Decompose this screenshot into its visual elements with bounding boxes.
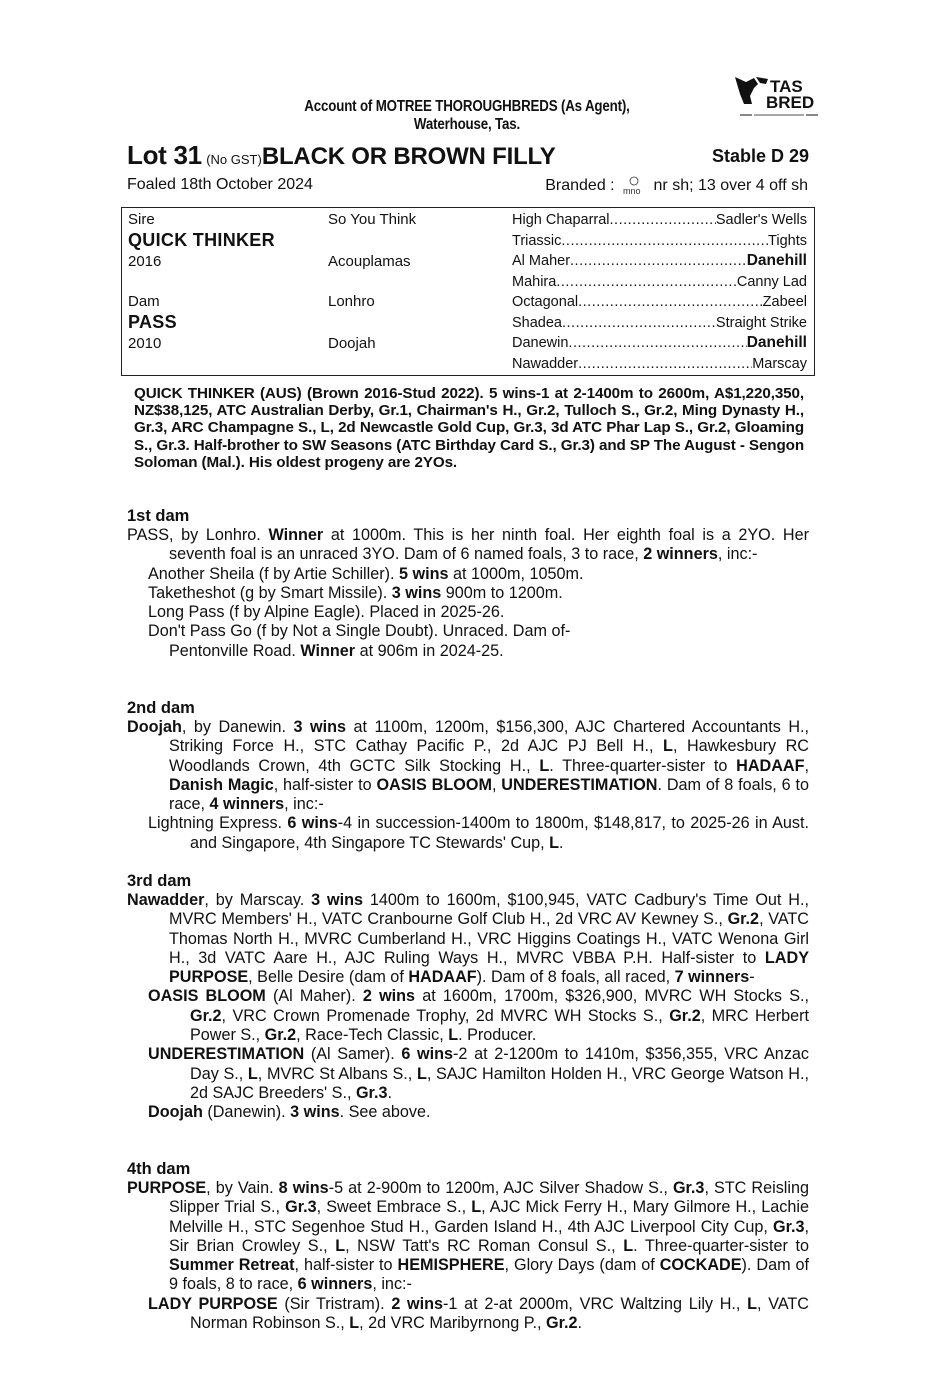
fourth-dam-section [127,1160,809,1333]
dam-paragraph: Nawadder, by Marscay. 3 wins 1400m to 1600m, $100,945, VATC Cadbury's Time Out H., MVRC Members' H., VATC Cranbourne Golf Club H., 2d VRC AV Kewney S., Gr.2, VATC Thomas North H., MVRC Cumberland H., VRC Higgins Coatings H., VATC Wenona Girl H., 3d VATC Aare H., AJC Ruling Ways H., MVRC VBBA P.H. Half-sister to LADY PURPOSE, Belle Desire (dam of HADAAF). Dam of 8 foals, all raced, 7 winners- [127,891,809,987]
foal-entry: UNDERESTIMATION (Al Samer). 6 wins-2 at 2-1200m to 1410m, $356,355, VRC Anzac Day S., L, MVRC St Albans S., L, SAJC Hamilton Holden H., VRC George Watson H., 2d SAJC Breeders' S., Gr.3. [148,1045,810,1102]
sire-label: Sire [128,211,155,228]
dam-sire: Lonhro [328,293,375,310]
gen3-row: Triassic ..... Tights [512,231,807,252]
dam-name: PASS [128,312,177,332]
tasbred-horse-icon [732,74,820,118]
third-dam-section [127,872,809,1123]
second-dam-section [127,699,809,853]
svg-text:mno: mno [623,186,641,196]
foal-entry: Don't Pass Go (f by Not a Single Doubt). Unraced. Dam of- [148,622,571,641]
gen3-row: Shadea ..... Straight Strike [512,313,807,334]
branded-detail: nr sh; 13 over 4 off sh [653,177,808,195]
dam-year: 2010 [128,335,162,352]
gen3-row: Al Maher ..... Danehill [512,251,807,272]
gen3-row: Octagonal ..... Zabeel [512,292,807,313]
foal-entry: Lightning Express. 6 wins-4 in succession-1400m to 1800m, $148,817, to 2025-26 in Aust. and Singapore, 4th Singapore TC Stewards' Cup, L. [148,814,809,852]
dam-dam: Doojah [328,335,376,352]
pedigree-table [121,207,815,376]
dam-paragraph: PASS, by Lonhro. Winner at 1000m. This is her ninth foal. Her eighth foal is a 2YO. Her seventh foal is an unraced 3YO. Dam of 6 named foals, 3 to race, 2 winners, inc:- [127,526,809,564]
tasbred-logo [732,74,820,118]
gen3-row: Danewin ..... Danehill [512,333,807,354]
stable-number: Stable D 29 [711,146,809,166]
grand-foal-entry: Pentonville Road. Winner at 906m in 2024-25. [169,641,504,660]
brand-mark-icon [621,176,647,196]
section-heading: 4th dam [127,1160,191,1178]
gen3-row: Nawadder ..... Marscay [512,354,807,375]
branded-info [545,176,808,196]
svg-text:TAS: TAS [770,77,803,96]
sire-name: QUICK THINKER [128,230,275,250]
sire-summary: QUICK THINKER (AUS) (Brown 2016-Stud 2022). 5 wins-1 at 2-1400m to 2600m, A$1,220,350, NZ$38,125, ATC Australian Derby, Gr.1, Chairman's H., Gr.2, Tulloch S., Gr.2, Ming Dynasty H., Gr.3, ARC Champagne S., L, 2d Newcastle Gold Cup, Gr.3, 3d ATC Phar Lap S., Gr.2, Gloaming S., Gr.3. Half-brother to SW Seasons (ATC Birthday Card S., Gr.3) and SP The August - Sengon Soloman (Mal.). His oldest progeny are 2YOs. [134,385,804,471]
dam-paragraph: Doojah, by Danewin. 3 wins at 1100m, 1200m, $156,300, AJC Chartered Accountants H., Striking Force H., STC Cathay Pacific P., 2d AJC PJ Bell H., L, Hawkesbury RC Woodlands Crown, 4th GCTC Silk Stocking H., L. Three-quarter-sister to HADAAF, Danish Magic, half-sister to OASIS BLOOM, UNDERESTIMATION. Dam of 8 foals, 6 to race, 4 winners, inc:- [127,718,810,814]
svg-text:BRED: BRED [766,93,815,112]
foal-entry: Long Pass (f by Alpine Eagle). Placed in 2025-26. [148,603,505,622]
foal-entry: Doojah (Danewin). 3 wins. See above. [148,1103,431,1122]
gst-note: (No GST) [206,152,262,167]
foal-entry: Another Sheila (f by Artie Schiller). 5 wins at 1000m, 1050m. [148,564,584,583]
vendor-line-2: Waterhouse, Tas. [413,116,521,133]
lot-description: BLACK OR BROWN FILLY [261,143,556,170]
foal-entry: OASIS BLOOM (Al Maher). 2 wins at 1600m, 1700m, $326,900, MVRC WH Stocks S., Gr.2, VRC Crown Promenade Trophy, 2d MVRC WH Stocks S., Gr.2, MRC Herbert Power S., Gr.2, Race-Tech Classic, L. Producer. [148,987,809,1045]
dam-paragraph: PURPOSE, by Vain. 8 wins-5 at 2-900m to 1200m, AJC Silver Shadow S., Gr.3, STC Reisling Slipper Trial S., Gr.3, Sweet Embrace S., L, AJC Mick Ferry H., Mary Gilmore H., Lachie Melville H., STC Segenhoe Stud H., Garden Island H., 4th AJC Liverpool City Cup, Gr.3, Sir Brian Crowley S., L, NSW Tatt's RC Roman Consul S., L. Three-quarter-sister to Summer Retreat, half-sister to HEMISPHERE, Glory Days (dam of COCKADE). Dam of 9 foals, 8 to race, 6 winners, inc:- [127,1179,810,1294]
lot-header [127,140,809,170]
lot-number: Lot 31 [127,140,202,170]
section-heading: 2nd dam [127,699,195,717]
first-dam-section [127,507,809,661]
gen3-row: High Chaparral ..... Sadler's Wells [512,210,807,231]
sire-dam: Acouplamas [328,253,411,270]
section-heading: 3rd dam [127,872,192,890]
sire-year: 2016 [128,253,162,270]
dam-label: Dam [128,293,160,310]
section-heading: 1st dam [127,507,190,525]
vendor-line-1: Account of MOTREE THOROUGHBREDS (As Agent), [304,98,630,115]
branded-label: Branded : [545,177,615,195]
foaled-date: Foaled 18th October 2024 [127,176,313,193]
sire-sire: So You Think [328,211,417,228]
gen3-row: Mahira ..... Canny Lad [512,272,807,293]
foal-entry: LADY PURPOSE (Sir Tristram). 2 wins-1 at 2-at 2000m, VRC Waltzing Lily H., L, VATC Norman Robinson S., L, 2d VRC Maribyrnong P., Gr.2. [148,1294,809,1333]
foal-entry: Taketheshot (g by Smart Missile). 3 wins 900m to 1200m. [148,583,563,602]
vendor-account [175,98,760,134]
